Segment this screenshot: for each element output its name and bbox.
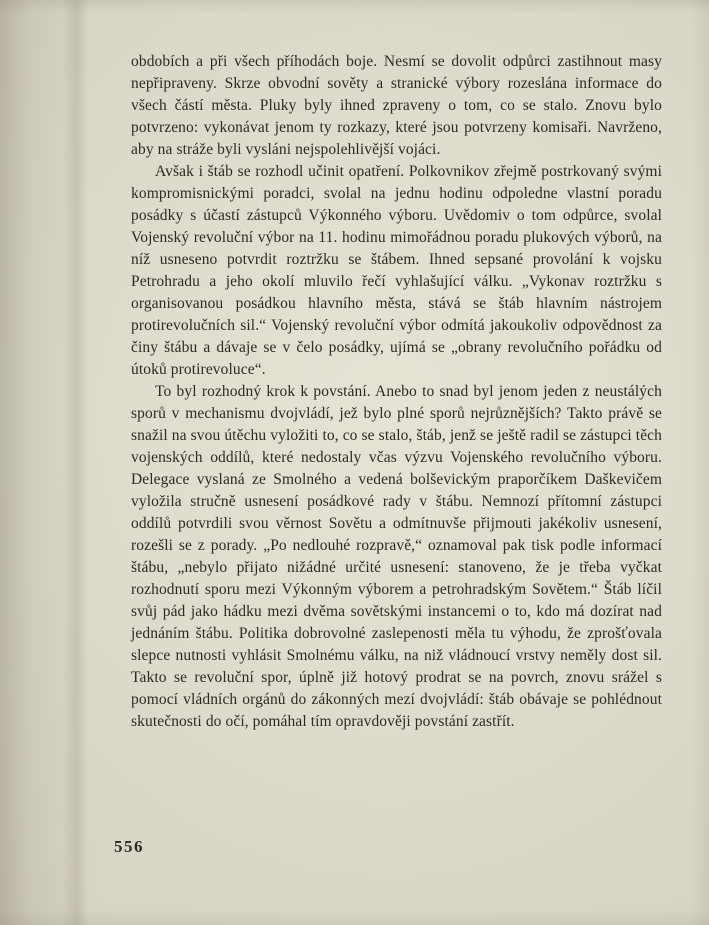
page-text: [131, 51, 662, 733]
page-number: 556: [114, 837, 144, 856]
paragraph-continuation: obdobích a při všech příhodách boje. Nesmí se dovolit odpůrci zastihnout masy nepřipraveny. Skrze obvodní sověty a stranické výbory rozeslána informace do všech částí města. Pluky byly ihned zpraveny o tom, co se stalo. Znovu bylo potvrzeno: vykonávat jenom ty rozkazy, které jsou potvrzeny komisaři. Navrženo, aby na stráže byli vysláni nejspolehlivější vojáci.: [131, 53, 662, 158]
paragraph: Avšak i štáb se rozhodl učinit opatření. Polkovnikov zřejmě postrkovaný svými kompromisnickými poradci, svolal na jednu hodinu odpoledne vlastní poradu posádky s účastí zástupců Výkonného výboru. Uvědomiv o tom odpůrce, svolal Vojenský revoluční výbor na 11. hodinu mimořádnou poradu plukových výborů, na níž usneseno potvrdit roztržku se štábem. Ihned sepsané provolání k vojsku Petrohradu a jeho okolí mluvilo řečí vyhlašující válku. „Vykonav roztržku s organisovanou posádkou hlavního města, stává se štáb hlavním nástrojem protirevolučních sil.“ Vojenský revoluční výbor odmítá jakoukoliv odpovědnost za činy štábu a dávaje se v čelo posádky, ujímá se „obrany revolučního pořádku od útoků protirevoluce“.: [131, 163, 662, 378]
binding-shadow: [62, 0, 88, 925]
paragraph: To byl rozhodný krok k povstání. Anebo to snad byl jenom jeden z neustálých sporů v mechanismu dvojvládí, jež bylo plné sporů nejrůznějších? Takto právě se snažil na svou útěchu vyložiti to, co se stalo, štáb, jenž se ještě radil se zástupci těch vojenských oddílů, které nedostaly včas výzvu Vojenského revolučního výboru. Delegace vyslaná ze Smolného a vedená bolševickým praporčíkem Daškevičem vyložila stručně usnesení posádkové rady v štábu. Nemnozí přítomní zástupci oddílů potvrdili svou věrnost Sovětu a odmítnuvše přijmouti jakékoliv usnesení, rozešli se z porady. „Po nedlouhé rozpravě,“ oznamoval pak tisk podle informací štábu, „nebylo přijato nižádné určité usnesení: stanoveno, že je třeba vyčkat rozhodnutí sporu mezi Výkonným výborem a petrohradským Sovětem.“ Štáb líčil svůj pád jako hádku mezi dvěma sovětskými instancemi o to, kdo má dozírat nad jednáním štábu. Politika dobrovolné zaslepenosti měla tu výhodu, že zprošťovala slepce nutnosti vyhlásit Smolnému válku, na niž vládnoucí vrstvy neměly dost sil. Takto se revoluční spor, úplně již hotový prodrat se na povrch, znovu srážel s pomocí vládních orgánů do zákonných mezí dvojvládí: štáb obávaje se pohlédnout skutečnosti do očí, pomáhal tím opravdověji povstání zastřít.: [131, 383, 662, 730]
